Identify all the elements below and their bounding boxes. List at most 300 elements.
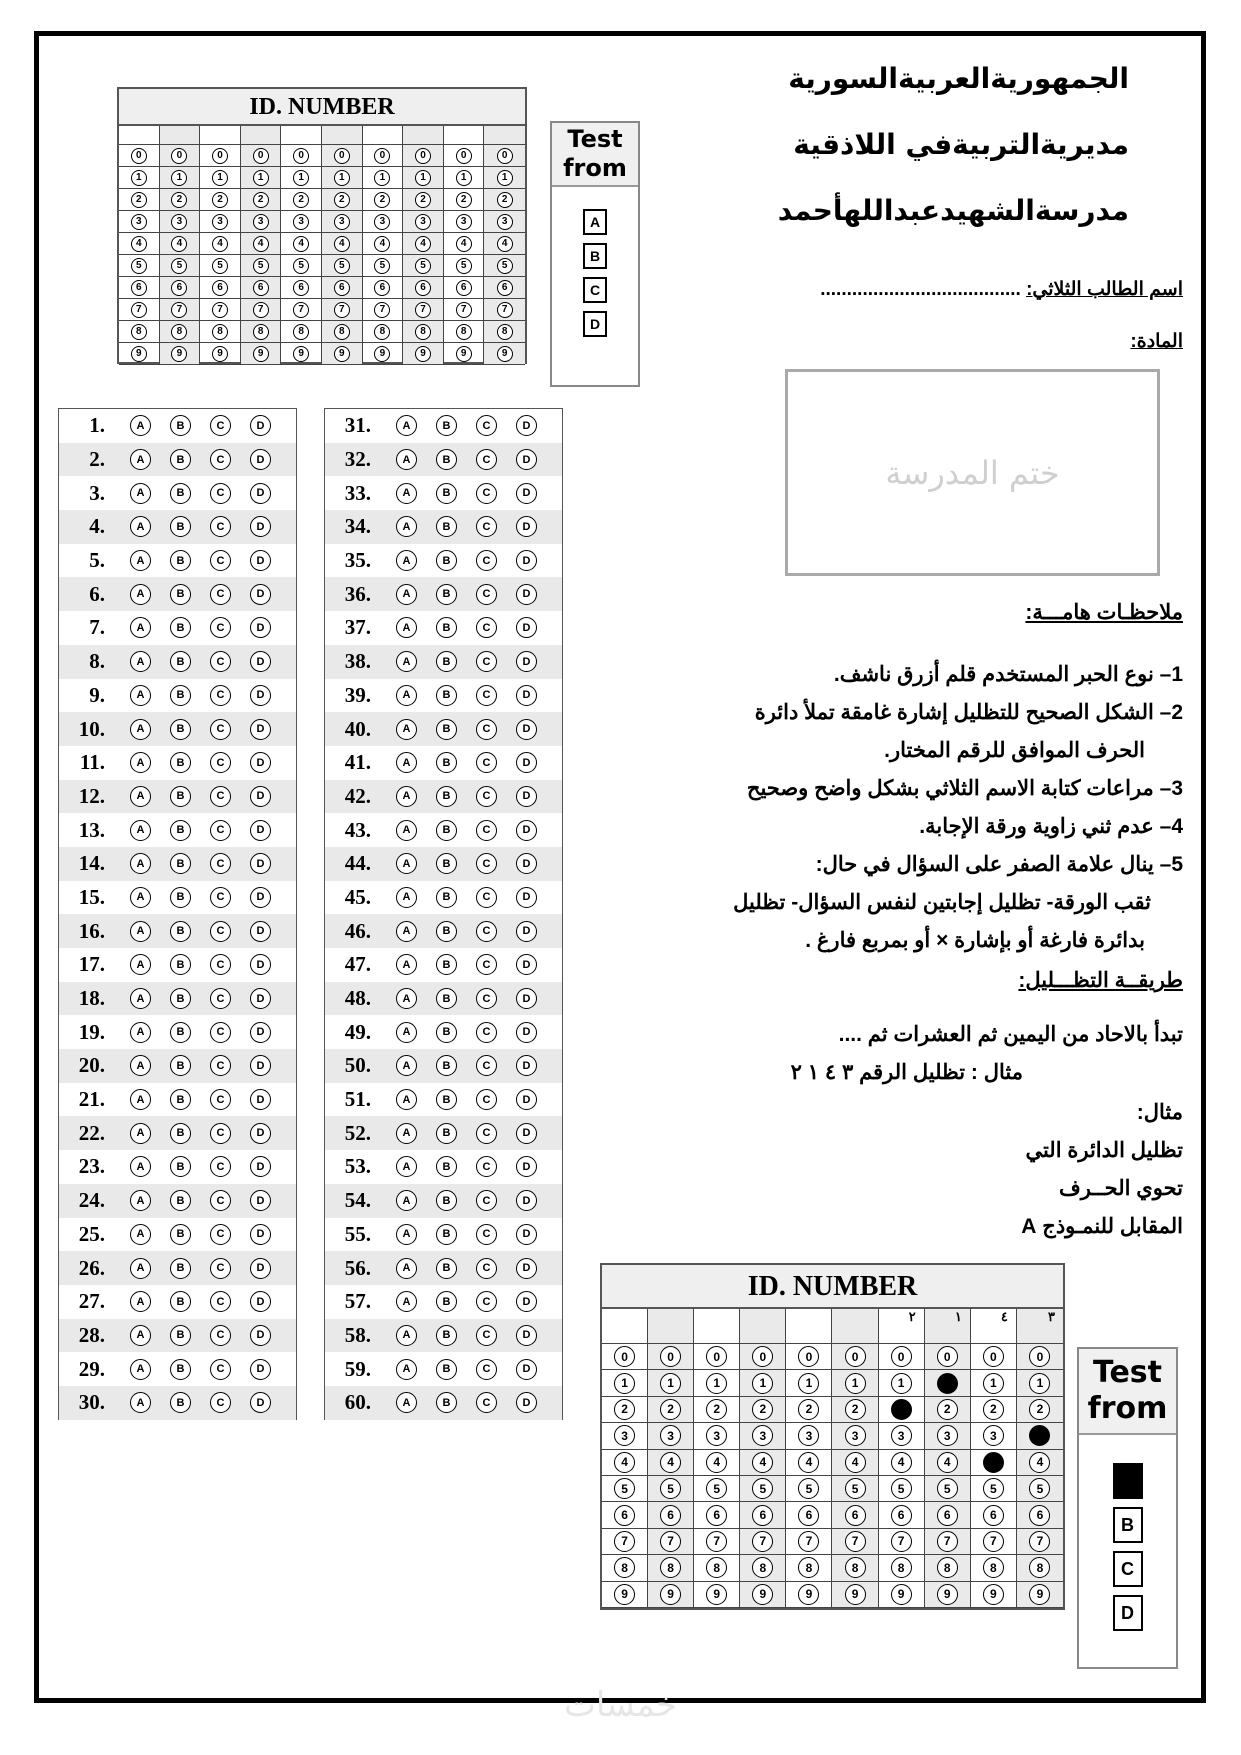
- digit-bubble-2[interactable]: 2: [1029, 1399, 1050, 1420]
- answer-bubble-d[interactable]: D: [516, 887, 537, 908]
- digit-bubble-2[interactable]: 2: [798, 1399, 819, 1420]
- answer-bubble-c[interactable]: C: [476, 685, 497, 706]
- id-write-cell[interactable]: [160, 126, 201, 145]
- answer-bubble-b[interactable]: B: [436, 1291, 457, 1312]
- digit-bubble-4[interactable]: 4: [752, 1452, 773, 1473]
- digit-bubble-8[interactable]: 8: [798, 1557, 819, 1578]
- digit-bubble-1[interactable]: 1: [845, 1373, 866, 1394]
- answer-bubble-c[interactable]: C: [476, 617, 497, 638]
- digit-bubble-5[interactable]: 5: [497, 258, 513, 274]
- digit-bubble-3[interactable]: 3: [253, 214, 269, 230]
- digit-bubble-3[interactable]: 3: [937, 1425, 958, 1446]
- answer-bubble-a[interactable]: A: [130, 1224, 151, 1245]
- answer-bubble-c[interactable]: C: [210, 415, 231, 436]
- digit-bubble-3[interactable]: 3: [131, 214, 147, 230]
- answer-bubble-a[interactable]: A: [396, 719, 417, 740]
- digit-bubble-4[interactable]: 4: [415, 236, 431, 252]
- answer-bubble-a[interactable]: A: [130, 921, 151, 942]
- answer-bubble-c[interactable]: C: [476, 786, 497, 807]
- digit-bubble-6[interactable]: 6: [456, 280, 472, 296]
- answer-bubble-b[interactable]: B: [436, 1123, 457, 1144]
- answer-bubble-b[interactable]: B: [436, 820, 457, 841]
- digit-bubble-5[interactable]: 5: [614, 1478, 635, 1499]
- digit-bubble-3[interactable]: 3: [983, 1425, 1004, 1446]
- answer-bubble-c[interactable]: C: [210, 1089, 231, 1110]
- answer-bubble-b[interactable]: B: [436, 853, 457, 874]
- test-form-option-d[interactable]: D: [583, 311, 607, 337]
- answer-bubble-b[interactable]: B: [170, 584, 191, 605]
- digit-bubble-1[interactable]: 1: [171, 170, 187, 186]
- digit-bubble-4[interactable]: 4: [334, 236, 350, 252]
- answer-bubble-a[interactable]: A: [130, 954, 151, 975]
- answer-bubble-d[interactable]: D: [250, 820, 271, 841]
- digit-bubble-3[interactable]: 3: [415, 214, 431, 230]
- answer-bubble-b[interactable]: B: [436, 752, 457, 773]
- answer-bubble-c[interactable]: C: [476, 1258, 497, 1279]
- answer-bubble-a[interactable]: A: [396, 617, 417, 638]
- digit-bubble-8[interactable]: 8: [497, 324, 513, 340]
- digit-bubble-8[interactable]: 8: [374, 324, 390, 340]
- answer-bubble-d[interactable]: D: [250, 685, 271, 706]
- digit-bubble-4[interactable]: 4: [171, 236, 187, 252]
- digit-bubble-4[interactable]: 4: [293, 236, 309, 252]
- answer-bubble-a[interactable]: A: [396, 1258, 417, 1279]
- answer-bubble-a[interactable]: A: [396, 1156, 417, 1177]
- id-write-cell[interactable]: [786, 1309, 832, 1344]
- digit-bubble-7[interactable]: 7: [456, 302, 472, 318]
- answer-bubble-b[interactable]: B: [436, 1089, 457, 1110]
- digit-bubble-1[interactable]: 1: [212, 170, 228, 186]
- answer-bubble-b[interactable]: B: [170, 1123, 191, 1144]
- answer-bubble-d[interactable]: D: [516, 516, 537, 537]
- answer-bubble-b[interactable]: B: [436, 1359, 457, 1380]
- digit-bubble-7[interactable]: 7: [845, 1531, 866, 1552]
- digit-bubble-9[interactable]: 9: [937, 1584, 958, 1605]
- digit-bubble-3[interactable]: 3: [752, 1425, 773, 1446]
- id-write-cell[interactable]: ٢: [879, 1309, 925, 1344]
- digit-bubble-0[interactable]: 0: [212, 148, 228, 164]
- digit-bubble-8[interactable]: 8: [937, 1557, 958, 1578]
- digit-bubble-2[interactable]: 2: [456, 192, 472, 208]
- digit-bubble-3[interactable]: 3: [293, 214, 309, 230]
- answer-bubble-d[interactable]: D: [250, 483, 271, 504]
- digit-bubble-5[interactable]: 5: [131, 258, 147, 274]
- answer-bubble-c[interactable]: C: [210, 786, 231, 807]
- answer-bubble-b[interactable]: B: [436, 921, 457, 942]
- answer-bubble-d[interactable]: D: [250, 1022, 271, 1043]
- id-write-cell[interactable]: [832, 1309, 878, 1344]
- digit-bubble-8[interactable]: 8: [660, 1557, 681, 1578]
- answer-bubble-a[interactable]: A: [396, 415, 417, 436]
- answer-bubble-c[interactable]: C: [210, 449, 231, 470]
- answer-bubble-c[interactable]: C: [210, 820, 231, 841]
- digit-bubble-8[interactable]: 8: [334, 324, 350, 340]
- answer-bubble-c[interactable]: C: [210, 1022, 231, 1043]
- digit-bubble-4[interactable]: 4: [212, 236, 228, 252]
- answer-bubble-d[interactable]: D: [516, 988, 537, 1009]
- digit-bubble-2[interactable]: 2: [334, 192, 350, 208]
- answer-bubble-a[interactable]: A: [130, 887, 151, 908]
- answer-bubble-d[interactable]: D: [250, 1359, 271, 1380]
- answer-bubble-b[interactable]: B: [436, 1190, 457, 1211]
- digit-bubble-3[interactable]: 3: [660, 1425, 681, 1446]
- digit-bubble-9[interactable]: 9: [253, 346, 269, 362]
- answer-bubble-b[interactable]: B: [170, 786, 191, 807]
- digit-bubble-8[interactable]: 8: [131, 324, 147, 340]
- answer-bubble-d[interactable]: D: [250, 1123, 271, 1144]
- answer-bubble-b[interactable]: B: [170, 1291, 191, 1312]
- answer-bubble-c[interactable]: C: [476, 1055, 497, 1076]
- digit-bubble-9[interactable]: 9: [334, 346, 350, 362]
- answer-bubble-d[interactable]: D: [250, 954, 271, 975]
- answer-bubble-b[interactable]: B: [170, 752, 191, 773]
- answer-bubble-c[interactable]: C: [476, 887, 497, 908]
- answer-bubble-b[interactable]: B: [170, 1258, 191, 1279]
- digit-bubble-9[interactable]: 9: [374, 346, 390, 362]
- answer-bubble-d[interactable]: D: [250, 921, 271, 942]
- digit-bubble-5[interactable]: 5: [212, 258, 228, 274]
- answer-bubble-a[interactable]: A: [130, 1291, 151, 1312]
- answer-bubble-a[interactable]: A: [130, 1055, 151, 1076]
- answer-bubble-a[interactable]: A: [396, 1055, 417, 1076]
- digit-bubble-0[interactable]: 0: [660, 1346, 681, 1367]
- answer-bubble-b[interactable]: B: [170, 1325, 191, 1346]
- answer-bubble-b[interactable]: B: [170, 988, 191, 1009]
- answer-bubble-a[interactable]: A: [396, 1190, 417, 1211]
- digit-bubble-2[interactable]: 2: [752, 1399, 773, 1420]
- answer-bubble-b[interactable]: B: [436, 1258, 457, 1279]
- digit-bubble-9[interactable]: 9: [293, 346, 309, 362]
- answer-bubble-b[interactable]: B: [436, 584, 457, 605]
- digit-bubble-6[interactable]: 6: [706, 1505, 727, 1526]
- answer-bubble-b[interactable]: B: [436, 617, 457, 638]
- digit-bubble-0[interactable]: 0: [891, 1346, 912, 1367]
- test-form-option-d[interactable]: D: [1113, 1595, 1143, 1631]
- answer-bubble-a[interactable]: A: [130, 483, 151, 504]
- digit-bubble-9[interactable]: 9: [983, 1584, 1004, 1605]
- answer-bubble-b[interactable]: B: [436, 1055, 457, 1076]
- digit-bubble-8[interactable]: 8: [171, 324, 187, 340]
- digit-bubble-4[interactable]: 4: [798, 1452, 819, 1473]
- answer-bubble-b[interactable]: B: [170, 1055, 191, 1076]
- digit-bubble-4[interactable]: 4: [937, 1452, 958, 1473]
- digit-bubble-4[interactable]: 4: [1029, 1452, 1050, 1473]
- digit-bubble-6[interactable]: 6: [497, 280, 513, 296]
- answer-bubble-b[interactable]: B: [436, 449, 457, 470]
- answer-bubble-a[interactable]: A: [396, 651, 417, 672]
- answer-bubble-a[interactable]: A: [130, 1156, 151, 1177]
- digit-bubble-1[interactable]: 1: [415, 170, 431, 186]
- digit-bubble-5[interactable]: 5: [752, 1478, 773, 1499]
- answer-bubble-c[interactable]: C: [476, 1224, 497, 1245]
- answer-bubble-b[interactable]: B: [170, 685, 191, 706]
- answer-bubble-b[interactable]: B: [170, 415, 191, 436]
- digit-bubble-7[interactable]: 7: [131, 302, 147, 318]
- answer-bubble-a[interactable]: A: [130, 651, 151, 672]
- answer-bubble-d[interactable]: D: [250, 516, 271, 537]
- answer-bubble-c[interactable]: C: [476, 584, 497, 605]
- digit-bubble-6[interactable]: 6: [171, 280, 187, 296]
- answer-bubble-c[interactable]: C: [476, 1291, 497, 1312]
- digit-bubble-3[interactable]: 3: [171, 214, 187, 230]
- digit-bubble-7[interactable]: 7: [334, 302, 350, 318]
- digit-bubble-5[interactable]: 5: [253, 258, 269, 274]
- digit-bubble-1[interactable]: 1: [660, 1373, 681, 1394]
- digit-bubble-6[interactable]: 6: [1029, 1505, 1050, 1526]
- answer-bubble-b[interactable]: B: [436, 719, 457, 740]
- digit-bubble-4[interactable]: 4: [614, 1452, 635, 1473]
- answer-bubble-a[interactable]: A: [396, 786, 417, 807]
- digit-bubble-2[interactable]: 2: [497, 192, 513, 208]
- digit-bubble-1[interactable]: 1: [798, 1373, 819, 1394]
- answer-bubble-c[interactable]: C: [210, 1258, 231, 1279]
- answer-bubble-d[interactable]: D: [250, 1325, 271, 1346]
- digit-bubble-7[interactable]: 7: [171, 302, 187, 318]
- answer-bubble-b[interactable]: B: [170, 483, 191, 504]
- digit-bubble-0[interactable]: 0: [1029, 1346, 1050, 1367]
- digit-bubble-4[interactable]: 4: [706, 1452, 727, 1473]
- answer-bubble-d[interactable]: D: [516, 1258, 537, 1279]
- digit-bubble-7[interactable]: 7: [212, 302, 228, 318]
- digit-bubble-9[interactable]: 9: [660, 1584, 681, 1605]
- answer-bubble-d[interactable]: D: [516, 1325, 537, 1346]
- answer-bubble-a[interactable]: A: [130, 1089, 151, 1110]
- digit-bubble-3[interactable]: 3: [845, 1425, 866, 1446]
- digit-bubble-2[interactable]: 2: [660, 1399, 681, 1420]
- digit-bubble-3[interactable]: 3: [212, 214, 228, 230]
- digit-bubble-7[interactable]: 7: [253, 302, 269, 318]
- answer-bubble-c[interactable]: C: [210, 1156, 231, 1177]
- digit-bubble-2[interactable]: 2: [171, 192, 187, 208]
- answer-bubble-a[interactable]: A: [130, 853, 151, 874]
- digit-bubble-0[interactable]: 0: [293, 148, 309, 164]
- digit-bubble-1[interactable]: 1: [293, 170, 309, 186]
- answer-bubble-d[interactable]: D: [250, 584, 271, 605]
- digit-bubble-3[interactable]: 3: [891, 1425, 912, 1446]
- answer-bubble-d[interactable]: D: [250, 651, 271, 672]
- answer-bubble-a[interactable]: A: [396, 584, 417, 605]
- digit-bubble-6[interactable]: 6: [660, 1505, 681, 1526]
- answer-bubble-b[interactable]: B: [436, 415, 457, 436]
- answer-bubble-b[interactable]: B: [170, 651, 191, 672]
- digit-bubble-9[interactable]: 9: [456, 346, 472, 362]
- answer-bubble-a[interactable]: A: [396, 483, 417, 504]
- digit-bubble-0[interactable]: 0: [131, 148, 147, 164]
- answer-bubble-c[interactable]: C: [476, 954, 497, 975]
- answer-bubble-b[interactable]: B: [170, 1022, 191, 1043]
- answer-bubble-a[interactable]: A: [396, 550, 417, 571]
- answer-bubble-d[interactable]: D: [516, 415, 537, 436]
- digit-bubble-7[interactable]: 7: [1029, 1531, 1050, 1552]
- answer-bubble-c[interactable]: C: [210, 1359, 231, 1380]
- digit-bubble-2[interactable]: 2: [706, 1399, 727, 1420]
- digit-bubble-9[interactable]: 9: [415, 346, 431, 362]
- digit-bubble-6[interactable]: 6: [983, 1505, 1004, 1526]
- answer-bubble-a[interactable]: A: [130, 584, 151, 605]
- answer-bubble-c[interactable]: C: [210, 1325, 231, 1346]
- answer-bubble-c[interactable]: C: [210, 584, 231, 605]
- digit-bubble-1[interactable]: 1: [253, 170, 269, 186]
- digit-bubble-3[interactable]: 3: [334, 214, 350, 230]
- answer-bubble-a[interactable]: A: [130, 1359, 151, 1380]
- digit-bubble-4[interactable]: 4: [456, 236, 472, 252]
- answer-bubble-d[interactable]: D: [516, 584, 537, 605]
- digit-bubble-6[interactable]: 6: [937, 1505, 958, 1526]
- digit-bubble-0[interactable]: 0: [983, 1346, 1004, 1367]
- answer-bubble-b[interactable]: B: [436, 954, 457, 975]
- answer-bubble-c[interactable]: C: [210, 1224, 231, 1245]
- digit-bubble-7[interactable]: 7: [415, 302, 431, 318]
- digit-bubble-5[interactable]: 5: [456, 258, 472, 274]
- answer-bubble-d[interactable]: D: [516, 921, 537, 942]
- answer-bubble-a[interactable]: A: [130, 1392, 151, 1413]
- answer-bubble-a[interactable]: A: [396, 752, 417, 773]
- digit-bubble-6[interactable]: 6: [212, 280, 228, 296]
- answer-bubble-c[interactable]: C: [476, 1325, 497, 1346]
- answer-bubble-b[interactable]: B: [436, 483, 457, 504]
- id-write-cell[interactable]: [281, 126, 322, 145]
- answer-bubble-a[interactable]: A: [396, 954, 417, 975]
- answer-bubble-d[interactable]: D: [250, 449, 271, 470]
- answer-bubble-b[interactable]: B: [436, 550, 457, 571]
- digit-bubble-9[interactable]: 9: [171, 346, 187, 362]
- digit-bubble-3[interactable]: 3: [497, 214, 513, 230]
- answer-bubble-a[interactable]: A: [130, 786, 151, 807]
- answer-bubble-d[interactable]: D: [516, 820, 537, 841]
- answer-bubble-b[interactable]: B: [436, 1325, 457, 1346]
- answer-bubble-c[interactable]: C: [210, 853, 231, 874]
- digit-bubble-6[interactable]: 6: [374, 280, 390, 296]
- answer-bubble-b[interactable]: B: [436, 516, 457, 537]
- id-write-cell[interactable]: ١: [925, 1309, 971, 1344]
- digit-bubble-5[interactable]: 5: [334, 258, 350, 274]
- digit-bubble-9[interactable]: 9: [752, 1584, 773, 1605]
- answer-bubble-c[interactable]: C: [210, 887, 231, 908]
- digit-bubble-1[interactable]: 1: [374, 170, 390, 186]
- answer-bubble-d[interactable]: D: [516, 786, 537, 807]
- answer-bubble-c[interactable]: C: [476, 415, 497, 436]
- digit-bubble-9[interactable]: 9: [614, 1584, 635, 1605]
- answer-bubble-b[interactable]: B: [170, 1156, 191, 1177]
- digit-bubble-7[interactable]: 7: [497, 302, 513, 318]
- answer-bubble-a[interactable]: A: [396, 1359, 417, 1380]
- answer-bubble-d[interactable]: D: [250, 853, 271, 874]
- answer-bubble-c[interactable]: C: [476, 1156, 497, 1177]
- answer-bubble-b[interactable]: B: [170, 954, 191, 975]
- digit-bubble-1[interactable]: 1: [752, 1373, 773, 1394]
- answer-bubble-d[interactable]: D: [516, 483, 537, 504]
- digit-bubble-4[interactable]: 4: [497, 236, 513, 252]
- digit-bubble-9[interactable]: 9: [845, 1584, 866, 1605]
- answer-bubble-c[interactable]: C: [476, 550, 497, 571]
- answer-bubble-a[interactable]: A: [396, 1123, 417, 1144]
- answer-bubble-c[interactable]: C: [476, 921, 497, 942]
- answer-bubble-d[interactable]: D: [250, 617, 271, 638]
- digit-bubble-0[interactable]: 0: [752, 1346, 773, 1367]
- answer-bubble-b[interactable]: B: [436, 1022, 457, 1043]
- digit-bubble-2[interactable]: 2: [253, 192, 269, 208]
- answer-bubble-b[interactable]: B: [170, 1224, 191, 1245]
- id-write-cell[interactable]: [119, 126, 160, 145]
- answer-bubble-a[interactable]: A: [396, 820, 417, 841]
- digit-bubble-7[interactable]: 7: [983, 1531, 1004, 1552]
- answer-bubble-d[interactable]: D: [516, 752, 537, 773]
- answer-bubble-c[interactable]: C: [476, 719, 497, 740]
- answer-bubble-c[interactable]: C: [210, 1123, 231, 1144]
- digit-bubble-2[interactable]: 2: [983, 1399, 1004, 1420]
- answer-bubble-b[interactable]: B: [170, 550, 191, 571]
- digit-bubble-0[interactable]: 0: [334, 148, 350, 164]
- digit-bubble-2[interactable]: 2: [937, 1399, 958, 1420]
- answer-bubble-d[interactable]: D: [516, 651, 537, 672]
- answer-bubble-d[interactable]: D: [516, 1123, 537, 1144]
- answer-bubble-b[interactable]: B: [436, 786, 457, 807]
- answer-bubble-d[interactable]: D: [516, 954, 537, 975]
- answer-bubble-d[interactable]: D: [250, 415, 271, 436]
- answer-bubble-b[interactable]: B: [436, 988, 457, 1009]
- digit-bubble-5[interactable]: 5: [937, 1478, 958, 1499]
- answer-bubble-d[interactable]: D: [516, 1022, 537, 1043]
- digit-bubble-4[interactable]: 4: [660, 1452, 681, 1473]
- answer-bubble-c[interactable]: C: [476, 988, 497, 1009]
- digit-bubble-5[interactable]: 5: [845, 1478, 866, 1499]
- digit-bubble-3[interactable]: 3: [614, 1425, 635, 1446]
- digit-bubble-8[interactable]: 8: [293, 324, 309, 340]
- digit-bubble-6[interactable]: 6: [614, 1505, 635, 1526]
- digit-bubble-1[interactable]: 1: [334, 170, 350, 186]
- answer-bubble-d[interactable]: D: [516, 449, 537, 470]
- digit-bubble-7[interactable]: 7: [937, 1531, 958, 1552]
- answer-bubble-a[interactable]: A: [130, 617, 151, 638]
- answer-bubble-d[interactable]: D: [250, 1291, 271, 1312]
- answer-bubble-a[interactable]: A: [130, 550, 151, 571]
- digit-bubble-1[interactable]: 1: [456, 170, 472, 186]
- digit-bubble-9[interactable]: 9: [706, 1584, 727, 1605]
- digit-bubble-1[interactable]: 1: [937, 1373, 958, 1394]
- digit-bubble-5[interactable]: 5: [374, 258, 390, 274]
- digit-bubble-0[interactable]: 0: [415, 148, 431, 164]
- answer-bubble-a[interactable]: A: [130, 1258, 151, 1279]
- answer-bubble-a[interactable]: A: [130, 685, 151, 706]
- answer-bubble-c[interactable]: C: [476, 651, 497, 672]
- answer-bubble-c[interactable]: C: [210, 483, 231, 504]
- digit-bubble-0[interactable]: 0: [798, 1346, 819, 1367]
- digit-bubble-5[interactable]: 5: [415, 258, 431, 274]
- test-form-option-c[interactable]: C: [1113, 1551, 1143, 1587]
- answer-bubble-a[interactable]: A: [396, 516, 417, 537]
- digit-bubble-0[interactable]: 0: [456, 148, 472, 164]
- answer-bubble-b[interactable]: B: [170, 719, 191, 740]
- digit-bubble-1[interactable]: 1: [614, 1373, 635, 1394]
- digit-bubble-7[interactable]: 7: [798, 1531, 819, 1552]
- answer-bubble-d[interactable]: D: [250, 1392, 271, 1413]
- digit-bubble-8[interactable]: 8: [253, 324, 269, 340]
- answer-bubble-c[interactable]: C: [210, 651, 231, 672]
- digit-bubble-2[interactable]: 2: [212, 192, 228, 208]
- answer-bubble-d[interactable]: D: [250, 1055, 271, 1076]
- answer-bubble-b[interactable]: B: [170, 1089, 191, 1110]
- answer-bubble-a[interactable]: A: [130, 449, 151, 470]
- digit-bubble-6[interactable]: 6: [798, 1505, 819, 1526]
- student-name-field[interactable]: [820, 278, 1183, 301]
- test-form-option-a[interactable]: A: [1113, 1463, 1143, 1499]
- id-write-cell[interactable]: [241, 126, 282, 145]
- digit-bubble-8[interactable]: 8: [614, 1557, 635, 1578]
- digit-bubble-8[interactable]: 8: [1029, 1557, 1050, 1578]
- answer-bubble-c[interactable]: C: [476, 1392, 497, 1413]
- answer-bubble-c[interactable]: C: [476, 1123, 497, 1144]
- answer-bubble-a[interactable]: A: [130, 752, 151, 773]
